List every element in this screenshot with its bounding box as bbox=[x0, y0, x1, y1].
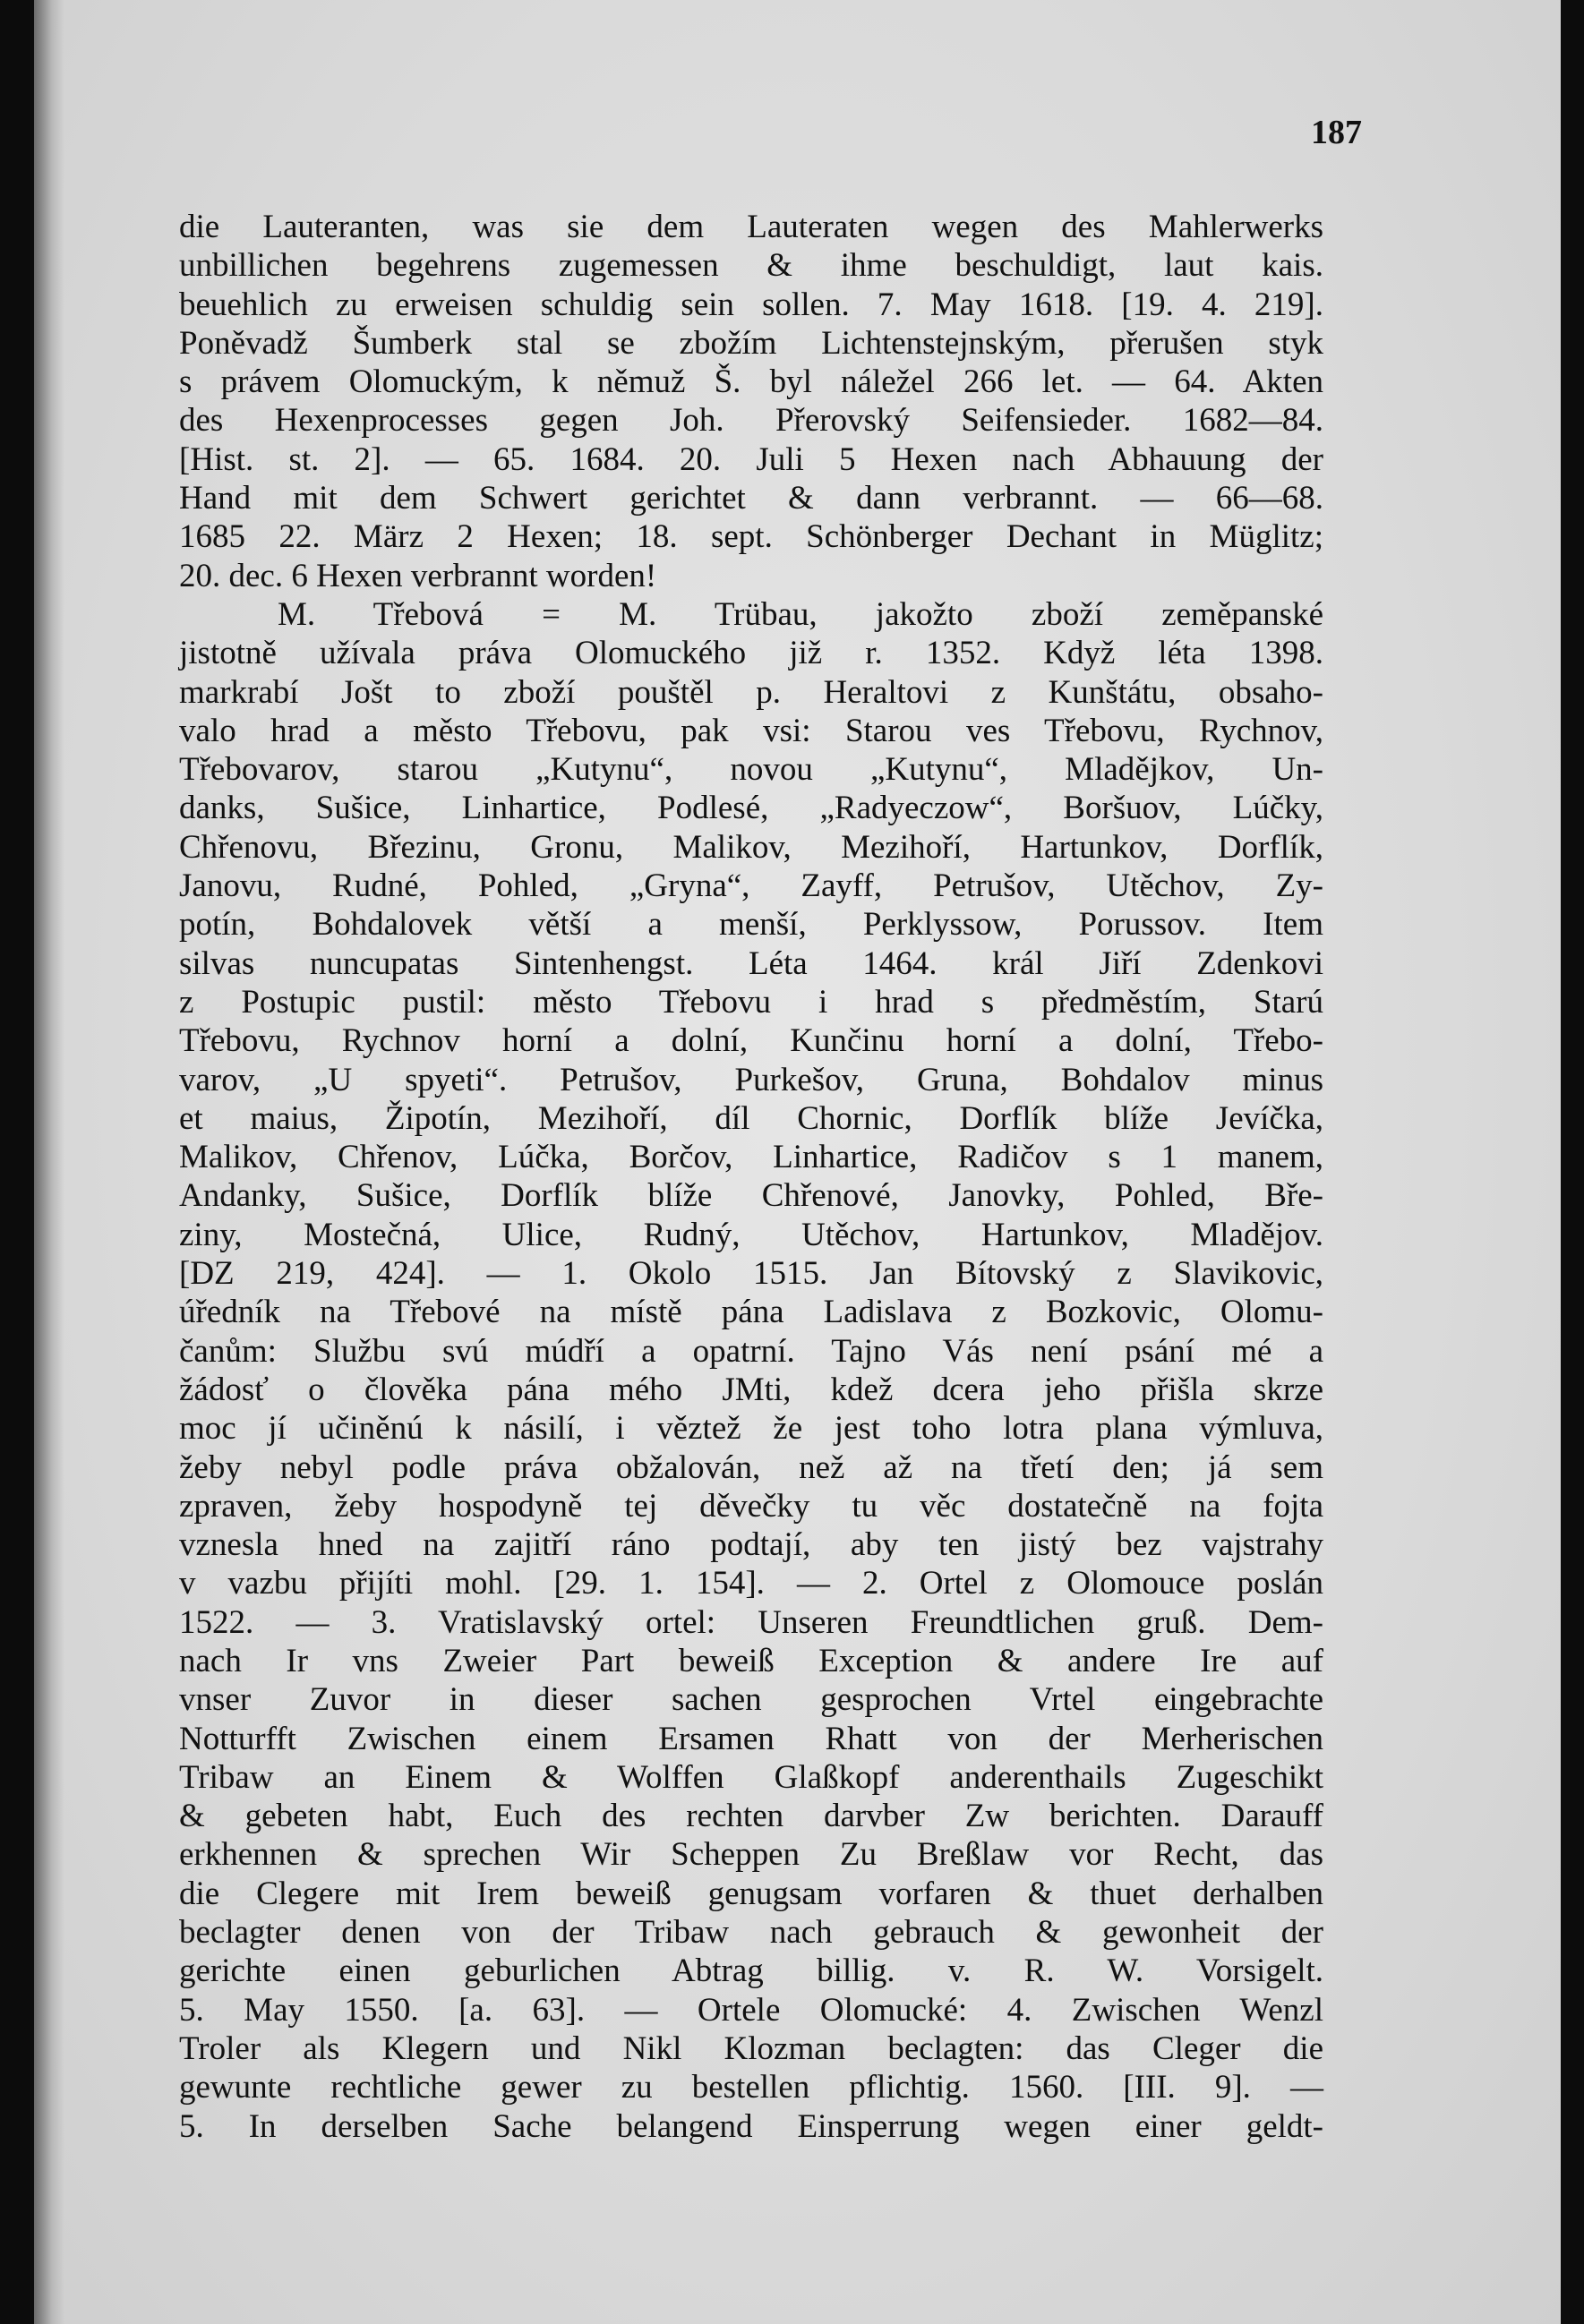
text-line: gerichte einen geburlichen Abtrag billig. v. R. W. Vorsigelt. bbox=[179, 1952, 1323, 1990]
section-heading-line: M. Třebová = M. Trübau, jakožto zboží zeměpanské bbox=[278, 595, 1323, 633]
text-line: 20. dec. 6 Hexen verbrannt worden! bbox=[179, 557, 657, 594]
text-line: 1685 22. März 2 Hexen; 18. sept. Schönberger Dechant in Müglitz; bbox=[179, 518, 1323, 556]
body-text bbox=[179, 208, 1323, 2146]
text-line: valo hrad a město Třebovu, pak vsi: Starou ves Třebovu, Rychnov, bbox=[179, 712, 1323, 749]
text-line: danks, Sušice, Linhartice, Podlesé, „Radyeczow“, Boršuov, Lúčky, bbox=[179, 790, 1323, 827]
text-line: Troler als Klegern und Nikl Klozman beclagten: das Cleger die bbox=[179, 2029, 1323, 2067]
text-line: [DZ 219, 424]. — 1. Okolo 1515. Jan Bítovský z Slavikovic, bbox=[179, 1255, 1323, 1293]
text-line: zpraven, žeby hospodyně tej děvečky tu věc dostatečně na fojta bbox=[179, 1487, 1323, 1525]
text-line: Tribaw an Einem & Wolffen Glaßkopf anderenthails Zugeschikt bbox=[179, 1758, 1323, 1796]
text-line: 1522. — 3. Vratislavský ortel: Unseren Freundtlichen gruß. Dem- bbox=[179, 1603, 1323, 1641]
text-line: beuehlich zu erweisen schuldig sein sollen. 7. May 1618. [19. 4. 219]. bbox=[179, 286, 1323, 323]
text-line: die Lauteranten, was sie dem Lauteraten wegen des Mahlerwerks bbox=[179, 209, 1323, 245]
text-line: beclagter denen von der Tribaw nach gebrauch & gewonheit der bbox=[179, 1914, 1323, 1952]
text-line: úředník na Třebové na místě pána Ladislava z Bozkovic, Olomu- bbox=[179, 1294, 1323, 1331]
text-line: Chřenovu, Březinu, Gronu, Malikov, Mezihoří, Hartunkov, Dorflík, bbox=[179, 828, 1323, 866]
text-line: unbillichen begehrens zugemessen & ihme beschuldigt, laut kais. bbox=[179, 247, 1323, 285]
page-number: 187 bbox=[1311, 114, 1362, 151]
text-line: moc jí učiněnú k násilí, i věztež že jest toho lotra plana výmluva, bbox=[179, 1410, 1323, 1448]
text-line: Třebovu, Rychnov horní a dolní, Kunčinu horní a dolní, Třebo- bbox=[179, 1022, 1323, 1060]
text-line: des Hexenprocesses gegen Joh. Přerovský Seifensieder. 1682—84. bbox=[179, 402, 1323, 440]
text-line: gewunte rechtliche gewer zu bestellen pflichtig. 1560. [III. 9]. — bbox=[179, 2069, 1323, 2106]
text-line: et maius, Žipotín, Mezihoří, díl Chornic, Dorflík blíže Jevíčka, bbox=[179, 1099, 1323, 1137]
text-line: 5. In derselben Sache belangend Einsperrung wegen einer geldt- bbox=[179, 2107, 1323, 2145]
text-line: s právem Olomuckým, k němuž Š. byl náležel 266 let. — 64. Akten bbox=[179, 363, 1323, 401]
text-line: Poněvadž Šumberk stal se zbožím Lichtenstejnským, přerušen styk bbox=[179, 324, 1323, 362]
text-line: Malikov, Chřenov, Lúčka, Borčov, Linhartice, Radičov s 1 manem, bbox=[179, 1139, 1323, 1176]
text-line: silvas nuncupatas Sintenhengst. Léta 1464. král Jiří Zdenkovi bbox=[179, 944, 1323, 982]
text-line: varov, „U spyeti“. Petrušov, Purkešov, Gruna, Bohdalov minus bbox=[179, 1061, 1323, 1098]
text-line: v vazbu přijíti mohl. [29. 1. 154]. — 2. Ortel z Olomouce poslán bbox=[179, 1565, 1323, 1602]
text-line: Třebovarov, starou „Kutynu“, novou „Kutynu“, Mladějkov, Un- bbox=[179, 751, 1323, 789]
text-line: Janovu, Rudné, Pohled, „Gryna“, Zayff, Petrušov, Utěchov, Zy- bbox=[179, 867, 1323, 905]
text-line: die Clegere mit Irem beweiß genugsam vorfaren & thuet derhalben bbox=[179, 1875, 1323, 1912]
page-binding-shadow bbox=[34, 0, 64, 2324]
text-line: vnser Zuvor in dieser sachen gesprochen Vrtel eingebrachte bbox=[179, 1681, 1323, 1719]
text-line: žeby nebyl podle práva obžalován, než až na třetí den; já sem bbox=[179, 1448, 1323, 1486]
text-line: nach Ir vns Zweier Part beweiß Exception & andere Ire auf bbox=[179, 1642, 1323, 1679]
text-line: vznesla hned na zajitří ráno podtají, aby ten jistý bez vajstrahy bbox=[179, 1526, 1323, 1564]
text-line: [Hist. st. 2]. — 65. 1684. 20. Juli 5 Hexen nach Abhauung der bbox=[179, 440, 1323, 478]
text-line: čanům: Službu svú múdří a opatrní. Tajno Vás není psání mé a bbox=[179, 1332, 1323, 1370]
text-line: ziny, Mostečná, Ulice, Rudný, Utěchov, Hartunkov, Mladějov. bbox=[179, 1216, 1323, 1253]
text-line: potín, Bohdalovek větší a menší, Perklyssow, Porussov. Item bbox=[179, 906, 1323, 944]
text-line: Notturfft Zwischen einem Ersamen Rhatt von der Merherischen bbox=[179, 1720, 1323, 1757]
text-line: & gebeten habt, Euch des rechten darvber Zw berichten. Darauff bbox=[179, 1798, 1323, 1835]
text-line: jistotně užívala práva Olomuckého již r. 1352. Když léta 1398. bbox=[179, 635, 1323, 672]
text-line: 5. May 1550. [a. 63]. — Ortele Olomucké: 4. Zwischen Wenzl bbox=[179, 1991, 1323, 2029]
text-line: žádosť o člověka pána mého JMti, kdež dcera jeho přišla skrze bbox=[179, 1371, 1323, 1408]
text-line: z Postupic pustil: město Třebovu i hrad s předměstím, Starú bbox=[179, 983, 1323, 1021]
text-line: Hand mit dem Schwert gerichtet & dann verbrannt. — 66—68. bbox=[179, 480, 1323, 517]
text-line: markrabí Jošt to zboží pouštěl p. Heraltovi z Kunštátu, obsaho- bbox=[179, 673, 1323, 711]
text-line: Andanky, Sušice, Dorflík blíže Chřenové, Janovky, Pohled, Bře- bbox=[179, 1177, 1323, 1215]
text-line: erkhennen & sprechen Wir Scheppen Zu Breßlaw vor Recht, das bbox=[179, 1836, 1323, 1874]
